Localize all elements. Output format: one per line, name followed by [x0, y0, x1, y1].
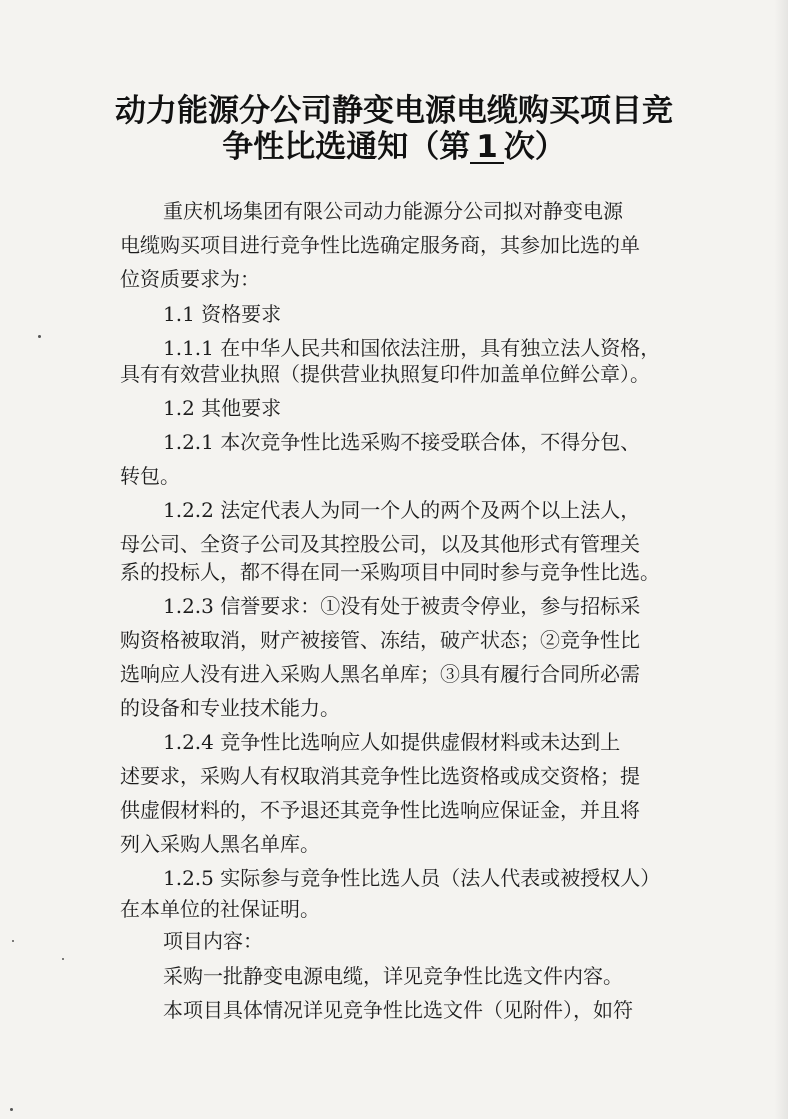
body-line: 电缆购买项目进行竞争性比选确定服务商，其参加比选的单: [120, 233, 640, 257]
section-heading: 1.1 资格要求: [163, 302, 282, 326]
body-line: 具有有效营业执照（提供营业执照复印件加盖单位鲜公章）。: [120, 362, 650, 386]
body-line: 购资格被取消，财产被接管、冻结，破产状态；②竞争性比: [120, 628, 640, 652]
body-line: 1.2.4 竞争性比选响应人如提供虚假材料或未达到上: [163, 730, 621, 754]
body-line: 的设备和专业技术能力。: [120, 696, 340, 720]
body-line: 系的投标人，都不得在同一采购项目中同时参与竞争性比选。: [120, 560, 660, 584]
scan-speck: [10, 1108, 13, 1111]
body-line: 供虚假材料的，不予退还其竞争性比选响应保证金，并且将: [120, 798, 640, 822]
body-line: 述要求，采购人有权取消其竞争性比选资格或成交资格；提: [120, 764, 640, 788]
scan-edge-shadow: [774, 0, 788, 1119]
body-line: 采购一批静变电源电缆，详见竞争性比选文件内容。: [163, 964, 623, 988]
body-line: 母公司、全资子公司及其控股公司，以及其他形式有管理关: [120, 532, 640, 556]
title-suffix: 次）: [503, 129, 566, 165]
section-heading: 项目内容：: [163, 929, 263, 953]
body-line: 1.2.3 信誉要求：①没有处于被责令停业，参与招标采: [163, 594, 641, 618]
title-prefix: 争性比选通知（第: [222, 129, 471, 165]
body-line: 在本单位的社保证明。: [120, 897, 320, 921]
body-line: 1.2.5 实际参与竞争性比选人员（法人代表或被授权人）: [163, 866, 661, 890]
document-title-line2: [60, 129, 728, 165]
scan-speck: [12, 940, 14, 942]
scan-speck: [38, 335, 41, 338]
body-line: 重庆机场集团有限公司动力能源分公司拟对静变电源: [163, 199, 623, 223]
document-title-line1: 动力能源分公司静变电源电缆购买项目竞: [115, 93, 673, 129]
body-line: 转包。: [120, 464, 180, 488]
body-line: 列入采购人黑名单库。: [120, 832, 320, 856]
body-line: 选响应人没有进入采购人黑名单库；③具有履行合同所必需: [120, 662, 640, 686]
title-notice-number: 1: [470, 132, 504, 164]
body-line: 位资质要求为：: [120, 267, 260, 291]
body-line: 1.1.1 在中华人民共和国依法注册，具有独立法人资格，: [163, 336, 661, 360]
body-line: 1.2.1 本次竞争性比选采购不接受联合体，不得分包、: [163, 430, 641, 454]
body-line: 1.2.2 法定代表人为同一个人的两个及两个以上法人，: [163, 498, 641, 522]
body-line: 本项目具体情况详见竞争性比选文件（见附件），如符: [163, 998, 633, 1022]
scan-speck: [62, 958, 64, 960]
section-heading: 1.2 其他要求: [163, 396, 282, 420]
